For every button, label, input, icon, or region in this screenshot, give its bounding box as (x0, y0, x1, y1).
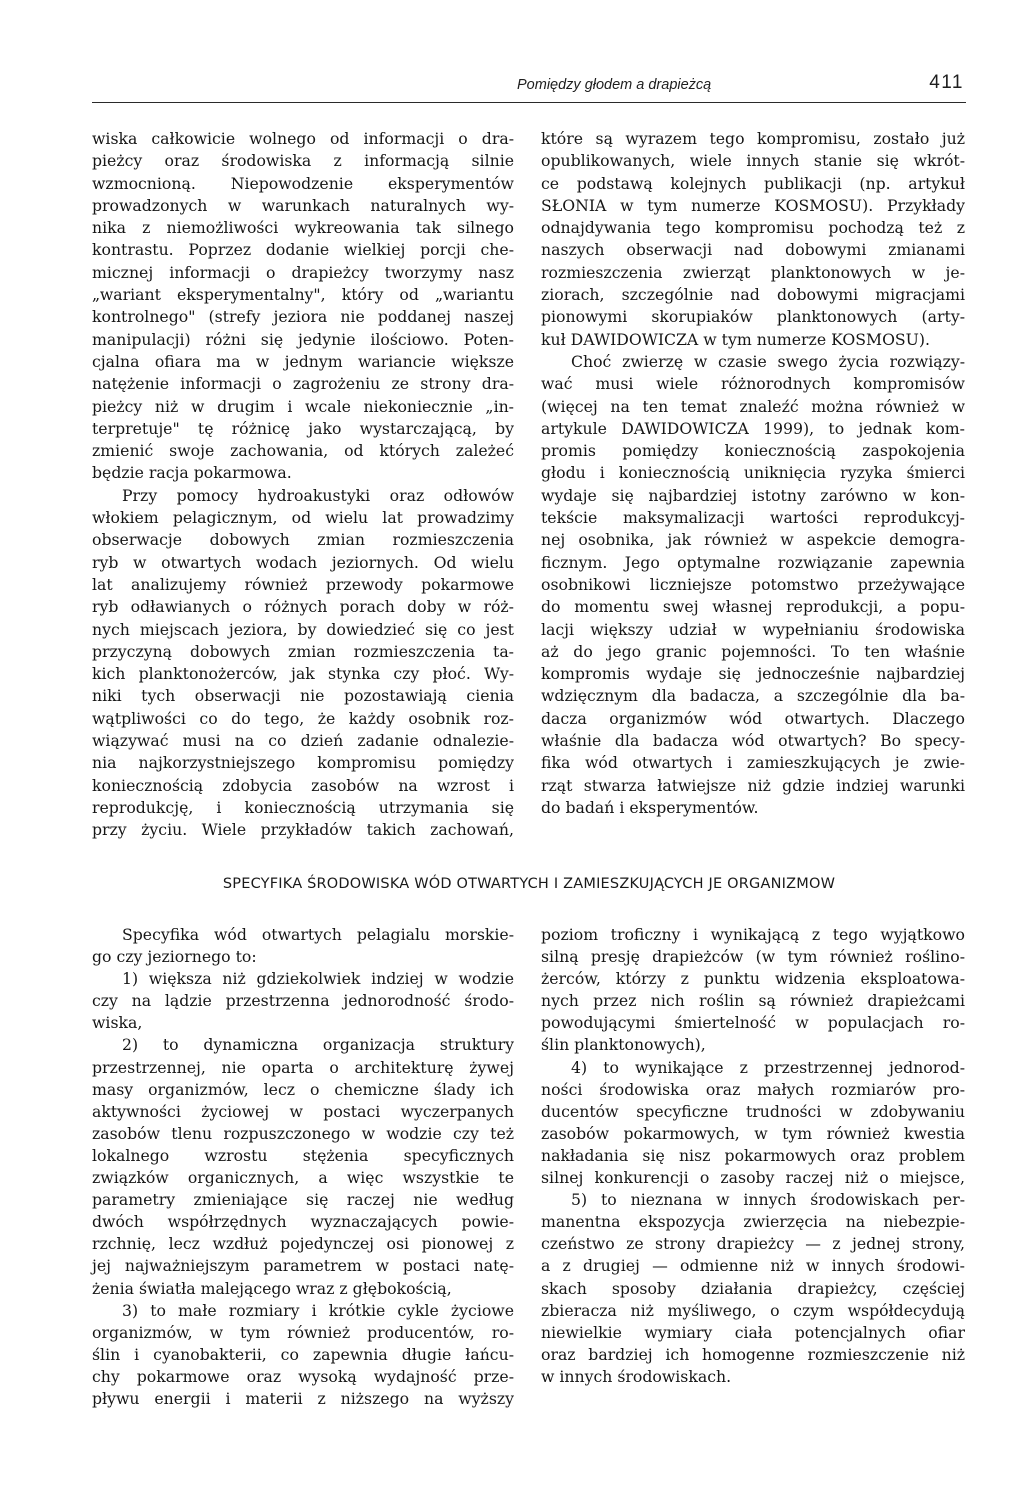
text-line: rzchnię, lecz wzdłuż pojedynczej osi pionowej z (92, 1234, 514, 1254)
text-line: chy pokarmowe oraz wysoką wydajność prze- (92, 1366, 514, 1386)
text-line: kompromis wydaje się jednocześnie najbardziej (541, 664, 965, 684)
text-line: zbieracza niż myśliwego, o czym współdecydują (541, 1300, 965, 1320)
text-line: cjalna ofiara ma w jednym wariancie większe (92, 351, 514, 371)
text-line: głodu i koniecznością uniknięcia ryzyka śmierci (541, 463, 965, 483)
list-item-2: 2) to dynamiczna organizacja struktury (122, 1035, 514, 1055)
text-line: kuł DAWIDOWICZA w tym numerze KOSMOSU). (541, 329, 931, 349)
text-line: nych miejscach jeziora, by dowiedzieć się co jest (92, 619, 514, 639)
text-line: ślin i cyanobakterii, co zapewnia długie łańcu- (92, 1344, 514, 1364)
text-line: organizmów, w tym również producentów, ro- (92, 1322, 514, 1342)
text-line: Specyfika wód otwartych pelagialu morskie- (122, 925, 514, 944)
text-line: włokiem pelagicznym, od wielu lat prowadzimy (92, 508, 514, 528)
text-line: przy życiu. Wiele przykładów takich zachowań, (92, 820, 514, 840)
text-line: masy organizmów, lecz o chemiczne ślady ich (92, 1079, 514, 1099)
text-line: parametry zmieniające się raczej nie według (92, 1190, 514, 1210)
text-line: SŁONIA w tym numerze KOSMOSU). Przykłady (541, 195, 965, 215)
text-line: wać musi wiele różnorodnych kompromisów (541, 374, 965, 394)
text-line: do badań i eksperymentów. (541, 797, 759, 817)
text-line: wiska, (92, 1013, 143, 1033)
text-line: żenia światła malejącego wraz z głębokością, (92, 1278, 452, 1298)
text-line: niewielkie wymiary ciała potencjalnych ofiar (541, 1322, 965, 1342)
text-line: tekście maksymalizacji wartości reprodukcyj- (541, 508, 965, 528)
text-line: skach sposoby działania drapieżcy, częściej (541, 1278, 965, 1298)
text-line: ślin planktonowych), (541, 1035, 706, 1055)
text-line: pieżcy niż w drugim i wcale niekoniecznie „in- (92, 396, 514, 416)
text-line: pionowymi skorupiaków planktonowych (arty- (541, 307, 965, 327)
text-line: silnej konkurencji o zasoby raczej niż o miejsce, (541, 1168, 965, 1188)
text-line: dwóch współrzędnych wyznaczających powie- (92, 1212, 514, 1232)
text-line: micznej informacji o drapieżcy tworzymy nasz (92, 262, 514, 282)
text-line: nych przez nich roślin są również drapieżcami (541, 991, 965, 1011)
section-heading: SPECYFIKA ŚRODOWISKA WÓD OTWARTYCH I ZAMIESZKUJĄCYCH JE ORGANIZMOW (222, 876, 836, 892)
column-2-lower (541, 924, 965, 1388)
text-line: nakładania się nisz pokarmowych oraz problem (541, 1145, 965, 1165)
text-line: kontrolnego" (strefy jeziora nie poddanej naszej (92, 307, 514, 327)
text-line: jej najważniejszym parametrem w postaci natę- (92, 1256, 514, 1276)
text-line: lokalnego wzrostu stężenia specyficznych (92, 1145, 514, 1165)
text-line: odnajdywania tego kompromisu pochodzą też z (541, 218, 965, 238)
text-line: ce podstawą kolejnych publikacji (np. artykuł (541, 173, 965, 193)
text-line: naszych obserwacji nad dobowymi zmianami (541, 240, 965, 260)
text-line: rozmieszczenia zwierząt planktonowych w je- (541, 262, 965, 282)
text-line: ności środowiska oraz małych rozmiarów pro- (541, 1079, 965, 1099)
text-line: wzmocnioną. Niepowodzenie eksperymentów (92, 173, 514, 193)
text-line: ducentów specyficzne trudności w zdobywaniu (541, 1101, 965, 1121)
text-line: zasobów tlenu rozpuszczonego w wodzie czy też (92, 1123, 514, 1143)
text-line: koniecznością zdobycia zasobów na wzrost i (92, 775, 514, 795)
text-line: nej osobnika, jak również w aspekcie demogra- (541, 530, 965, 550)
text-line: prowadzonych w warunkach naturalnych wy- (92, 195, 514, 215)
column-1-upper (92, 128, 514, 842)
text-line: żerców, którzy z punktu widzenia eksploatowa- (541, 969, 965, 989)
text-line: wdzięcznym dla badacza, a szczególnie dla ba- (541, 686, 965, 706)
text-line: ryb odławianych o różnych porach doby w róż- (92, 597, 514, 617)
text-line: reprodukcję, i koniecznością utrzymania się (92, 797, 514, 817)
text-line: w innych środowiskach. (541, 1366, 732, 1386)
text-line: fika wód otwartych i zamieszkujących je zwie- (541, 753, 965, 773)
text-line: poziom troficzny i wynikającą z tego wyjątkowo (541, 925, 965, 944)
text-line: właśnie dla badacza wód otwartych? Bo specy- (541, 731, 965, 751)
text-line: kich planktonożerców, jak stynka czy płoć. Wy- (92, 664, 514, 684)
text-line: opublikowanych, wiele innych stanie się wkrót- (541, 151, 965, 171)
text-line: rząt stwarza łatwiejsze niż gdzie indziej warunki (541, 775, 965, 795)
text-line: kontrastu. Poprzez dodanie wielkiej porcji che- (92, 240, 514, 260)
text-line: a z drugiej — odmienne niż w innych środowi- (541, 1256, 965, 1276)
text-line: pływu energii i materii z niższego na wyższy (92, 1388, 514, 1408)
list-item-5: 5) to nieznana w innych środowiskach per- (571, 1190, 965, 1210)
text-line: do momentu swej własnej reprodukcji, a popu- (541, 597, 965, 617)
text-line: obserwacje dobowych zmian rozmieszczenia (92, 530, 514, 550)
text-line: wiązywać musi na co dzień zadanie odnalezie- (92, 731, 514, 751)
text-line: Przy pomocy hydroakustyki oraz odłowów (122, 485, 514, 505)
text-line: lat analizujemy również przewody pokarmowe (92, 574, 514, 594)
text-line: osobnikowi liczniejsze potomstwo przeżywające (541, 574, 965, 594)
text-line: lacji większy udział w wypełnianiu środowiska (541, 619, 965, 639)
text-line: przestrzennej, nie oparta o architekturę żywej (92, 1057, 514, 1077)
text-line: aktywności życiowej w postaci wyczerpanych (92, 1101, 514, 1121)
running-header (92, 72, 966, 103)
list-item-3: 3) to małe rozmiary i krótkie cykle życiowe (122, 1300, 514, 1320)
running-title: Pomiędzy głodem a drapieżcą (517, 77, 712, 93)
text-line: go czy jeziornego to: (92, 947, 257, 967)
text-line: „wariant eksperymentalny", który od „wariantu (92, 285, 514, 305)
text-line: natężenie informacji o zagrożeniu ze strony dra- (92, 374, 514, 394)
text-line: nia najkorzystniejszego kompromisu pomiędzy (92, 753, 514, 773)
text-line: artykule DAWIDOWICZA 1999), to jednak kom- (541, 418, 965, 438)
text-line: ryb w otwartych wodach jeziornych. Od wielu (92, 552, 514, 572)
text-line: czeństwo ze strony drapieżcy — z jednej strony, (541, 1234, 965, 1254)
text-line: które są wyrazem tego kompromisu, zostało już (541, 129, 965, 148)
text-line: ziorach, szczególnie nad dobowymi migracjami (541, 285, 965, 305)
text-line: aż do jego granic pojemności. To ten właśnie (541, 641, 965, 661)
text-line: zasobów pokarmowych, w tym również kwestia (541, 1123, 965, 1143)
page-number: 411 (929, 72, 964, 93)
text-line: (więcej na ten temat znaleźć można również w (541, 396, 965, 416)
text-line: pieżcy oraz środowiska z informacją silnie (92, 151, 514, 171)
text-line: terpretuje" tę różnicę jako wystarczającą, by (92, 418, 514, 438)
text-line: ficznym. Jego optymalne rozwiązanie zapewnia (541, 552, 965, 572)
text-line: przyczyną dobowych zmian rozmieszczenia ta- (92, 641, 514, 661)
text-line: zmienić swoje zachowania, od których zależeć (92, 441, 514, 461)
text-line: wydaje się najbardziej istotny zarówno w kon- (541, 485, 965, 505)
column-2-upper (541, 128, 965, 819)
text-line: oraz bardziej ich homogenne rozmieszczenie niż (541, 1344, 965, 1364)
text-line: promis pomiędzy koniecznością zaspokojenia (541, 441, 965, 461)
text-line: manipulacji) różni się jedynie ilościowo. Poten- (92, 329, 514, 349)
text-line: manentna ekspozycja zwierzęcia na niebezpie- (541, 1212, 965, 1232)
text-line: wątpliwości co do tego, że każdy osobnik roz- (92, 708, 514, 728)
list-item-4: 4) to wynikające z przestrzennej jednorod- (571, 1057, 965, 1077)
column-1-lower (92, 924, 514, 1410)
text-line: dacza organizmów wód otwartych. Dlaczego (541, 708, 965, 728)
text-line: wiska całkowicie wolnego od informacji o dra- (92, 129, 514, 148)
text-line: czy na lądzie przestrzenna jednorodność środo- (92, 991, 514, 1011)
text-line: powodującymi śmiertelność w populacjach ro- (541, 1013, 965, 1033)
list-item-1: 1) większa niż gdziekolwiek indziej w wodzie (122, 969, 514, 989)
text-line: niki tych obserwacji nie pozostawiają cienia (92, 686, 514, 706)
text-line: Choć zwierzę w czasie swego życia rozwiązy- (571, 351, 965, 371)
text-line: związków organicznych, a więc wszystkie te (92, 1168, 514, 1188)
text-line: będzie racja pokarmowa. (92, 463, 292, 483)
text-line: nika z niemożliwości wykreowania tak silnego (92, 218, 514, 238)
text-line: silną presję drapieżców (w tym również roślino- (541, 947, 965, 967)
